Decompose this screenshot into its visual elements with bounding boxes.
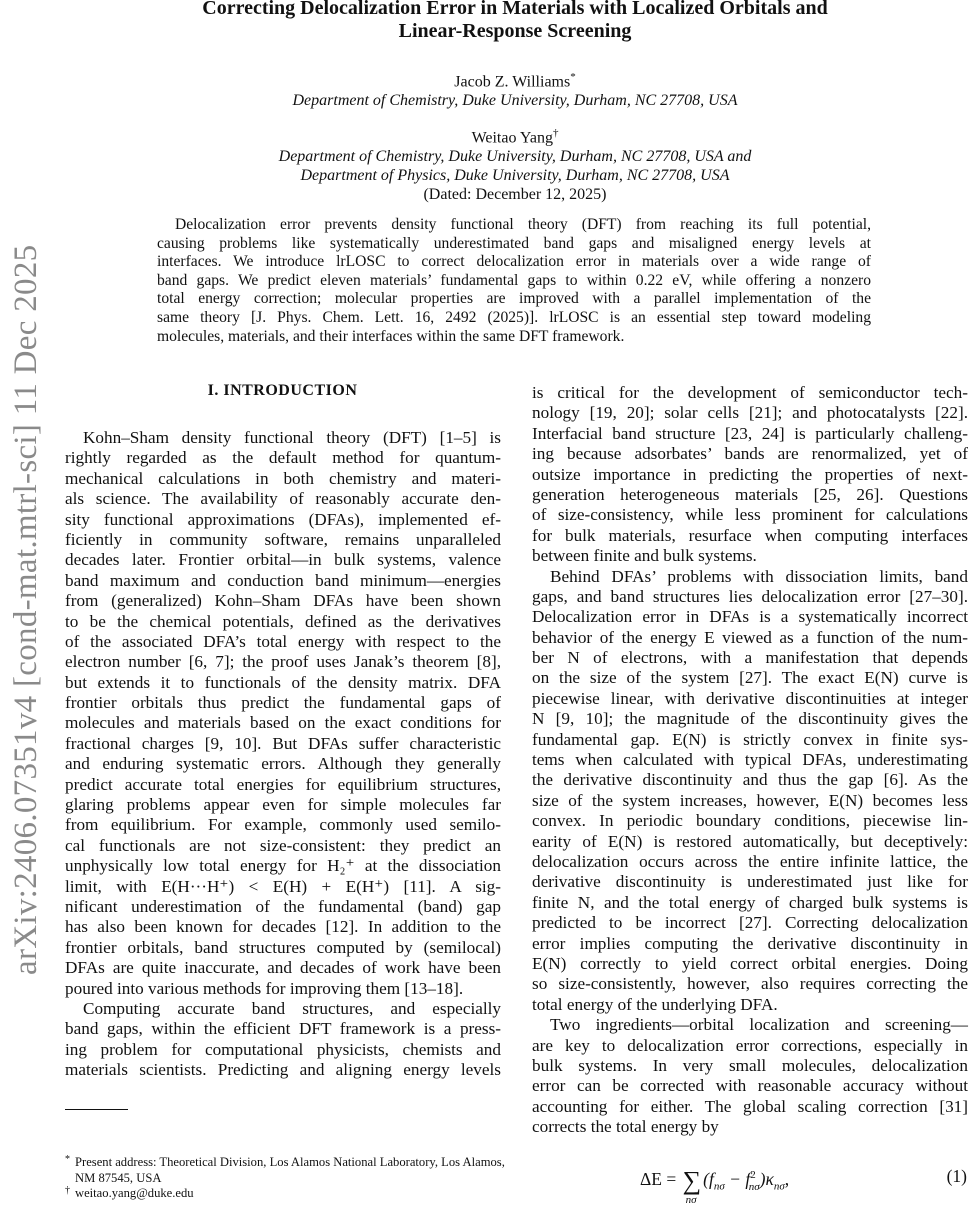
- abstract: [157, 216, 871, 346]
- paragraph-line: error implies computing the derivative discontinuity in: [532, 933, 968, 953]
- paragraph-line: N [9, 10]; the magnitude of the discontinuity gives the: [532, 709, 968, 729]
- paragraph-line: behavior of the energy E viewed as a function of the num-: [532, 627, 968, 647]
- paragraph-line: Computing accurate band structures, and especially: [83, 998, 501, 1018]
- paragraph-line: piecewise linear, with derivative discontinuities at integer: [532, 688, 968, 708]
- abstract-line: interfaces. We introduce lrLOSC to correct delocalization error in materials over a wide range of: [157, 253, 871, 271]
- footnote-rule: [65, 1109, 128, 1110]
- eq-subscript: nσ: [713, 1180, 725, 1193]
- paragraph-line: gaps, and band structures lies delocalization error [27–30].: [532, 586, 968, 606]
- paragraph-line: finite N, and the total energy of charged bulk systems is: [532, 892, 968, 912]
- paragraph-line: bulk systems. In very small molecules, delocalization: [532, 1055, 968, 1075]
- paragraph-line: between finite and bulk systems.: [532, 546, 757, 566]
- paragraph-line: predicted to be incorrect [27]. Correcting delocalization: [532, 913, 968, 933]
- paragraph-line: band gaps, within the efficient DFT framework is a press-: [65, 1019, 501, 1039]
- eq-term: )κ: [759, 1169, 774, 1189]
- sum-symbol: [682, 1166, 702, 1206]
- paragraph-line: Kohn–Sham density functional theory (DFT) [1–5] is: [83, 428, 501, 447]
- eq-term: − f: [724, 1169, 751, 1189]
- paragraph-line: total energy of the underlying DFA.: [532, 994, 778, 1014]
- eq-term: ,: [784, 1169, 790, 1189]
- paragraph-line: mechanical calculations in both chemistry and materi-: [65, 468, 501, 488]
- paragraph-line: molecules and materials based on the exact conditions for: [65, 713, 501, 733]
- author-name-text: Jacob Z. Williams: [454, 73, 571, 91]
- author-affiliation: Department of Chemistry, Duke University, Durham, NC 27708, USA: [292, 92, 738, 110]
- paragraph-line: Interfacial band structure [23, 24] is particularly challeng-: [532, 423, 968, 443]
- paragraph-line: derivative discontinuity is underestimated just like for: [532, 872, 968, 892]
- eq-superscript: 2: [750, 1169, 756, 1182]
- eq-term: (f: [703, 1169, 714, 1189]
- paragraph-line: ing problem for computational physicists, chemists and: [65, 1039, 501, 1059]
- paragraph-line: Behind DFAs’ problems with dissociation limits, band: [550, 566, 968, 586]
- abstract-line: Delocalization error prevents density functional theory (DFT) from reaching its full potential,: [175, 216, 871, 233]
- author-name-text: Weitao Yang: [471, 129, 553, 147]
- paragraph-line: materials scientists. Predicting and aligning energy levels: [65, 1060, 501, 1080]
- paragraph-line: fractional charges [9, 10]. But DFAs suffer characteristic: [65, 733, 501, 753]
- footnote-text: weitao.yang@duke.edu: [75, 1186, 194, 1200]
- author-block: [100, 124, 930, 204]
- paragraph-line: Two ingredients—orbital localization and screening—: [550, 1015, 968, 1035]
- paragraph-line: nificant underestimation of the fundamental (band) gap: [65, 896, 501, 916]
- arxiv-identifier-stamp: arXiv:2406.07351v4 [cond-mat.mtrl-sci] 11 Dec 2025: [8, 244, 44, 975]
- paragraph-line: glaring problems appear even for simple molecules far: [65, 795, 501, 815]
- paragraph-line: fundamental gap. E(N) is strictly convex in finite sys-: [532, 729, 968, 749]
- eq-subscript: nσ: [748, 1180, 760, 1193]
- paragraph-line: on the size of the system [27]. The exact E(N) curve is: [532, 668, 968, 688]
- paragraph-line: so size-consistently, however, also requires correcting the: [532, 974, 968, 994]
- paragraph-line: is critical for the development of semiconductor tech-: [532, 383, 968, 402]
- paragraph-line: electron number [6, 7]; the proof uses Janak’s theorem [8],: [65, 652, 501, 672]
- paragraph-line: limit, with E(H···H⁺) < E(H) + E(H⁺) [11]. A sig-: [65, 876, 501, 896]
- paragraph-line: rightly regarded as the default method for quantum-: [65, 448, 501, 468]
- title-line: Correcting Delocalization Error in Materials with Localized Orbitals and: [202, 0, 828, 19]
- paragraph-line: has also been known for decades [12]. In addition to the: [65, 917, 501, 937]
- paragraph-line: convex. In periodic boundary conditions, piecewise lin-: [532, 811, 968, 831]
- date-line: (Dated: December 12, 2025): [423, 186, 607, 204]
- paragraph-line: DFAs are quite inaccurate, and decades of work have been: [65, 958, 501, 978]
- paragraph-line: als science. The availability of reasonably accurate den-: [65, 489, 501, 509]
- paragraph-line: accounting for either. The global scaling correction [31]: [532, 1096, 968, 1116]
- sum-glyph: ∑: [682, 1166, 702, 1195]
- paragraph-line: from (generalized) Kohn–Sham DFAs have been shown: [65, 591, 501, 611]
- right-column: [532, 383, 968, 1137]
- paragraph-line: earity of E(N) is restored automatically, but deceptively:: [532, 831, 968, 851]
- paragraph-line: frontier orbitals, band structures computed by (semilocal): [65, 937, 501, 957]
- footnote-text: Present address: Theoretical Division, Los Alamos National Laboratory, Los Alamos, NM 87545, USA: [75, 1155, 505, 1185]
- paragraph-line: corrects the total energy by: [532, 1117, 719, 1137]
- abstract-line: same theory [J. Phys. Chem. Lett. 16, 2492 (2025)]. lrLOSC is an essential step toward modeling: [157, 308, 871, 326]
- paragraph-line: cal functionals are not size-consistent: they predict an: [65, 835, 501, 855]
- abstract-line: band gaps. We predict eleven materials’ fundamental gaps to within 0.22 eV, while offering a nonzero: [157, 271, 871, 289]
- author-mark: †: [552, 127, 559, 139]
- author-affiliation: Department of Physics, Duke University, Durham, NC 27708, USA: [300, 167, 730, 185]
- footnote-mark: *: [65, 1154, 70, 1165]
- paragraph-line: frontier orbitals thus predict the fundamental gaps of: [65, 693, 501, 713]
- eq-subscript: nσ: [773, 1180, 785, 1193]
- sum-index: nσ: [685, 1194, 697, 1206]
- paragraph-line: from equilibrium. For example, commonly used semilo-: [65, 815, 501, 835]
- paragraph-line: nology [19, 20]; solar cells [21]; and photocatalysts [22].: [532, 403, 968, 423]
- paragraph-line: decades later. Frontier orbital—in bulk systems, valence: [65, 550, 501, 570]
- author-name: [100, 68, 930, 91]
- footnote-mark: †: [65, 1185, 70, 1196]
- paragraph-line: are key to delocalization error corrections, especially in: [532, 1035, 968, 1055]
- paragraph-line: sity functional approximations (DFAs), implemented ef-: [65, 509, 501, 529]
- equation-1: [640, 1166, 790, 1206]
- paragraph-line: band maximum and conduction band minimum—energies: [65, 570, 501, 590]
- abstract-line: molecules, materials, and their interfaces within the same DFT framework.: [157, 327, 625, 345]
- paragraph-line: ber N of electrons, with a manifestation that depends: [532, 648, 968, 668]
- paragraph-line: tems when calculated with typical DFAs, underestimating: [532, 750, 968, 770]
- author-affiliation: Department of Chemistry, Duke University, Durham, NC 27708, USA and: [278, 148, 752, 166]
- paragraph-line: and enduring systematic errors. Although they generally: [65, 754, 501, 774]
- paragraph-line: unphysically low total energy for H₂⁺ at the dissociation: [65, 856, 501, 876]
- paragraph-line: Delocalization error in DFAs is a systematically incorrect: [532, 607, 968, 627]
- paragraph-line: error can be corrected with reasonable accuracy without: [532, 1076, 968, 1096]
- paragraph-line: delocalization occurs across the entire infinite lattice, the: [532, 851, 968, 871]
- paragraph-line: predict accurate total energies for equilibrium structures,: [65, 774, 501, 794]
- eq-lhs: ΔE =: [640, 1169, 677, 1189]
- footnote: [65, 1186, 505, 1202]
- abstract-line: total energy correction; molecular properties are improved with a parallel implementation of the: [157, 290, 871, 308]
- paragraph-line: size of the system increases, however, E(N) becomes less: [532, 790, 968, 810]
- paper-title: [100, 0, 930, 43]
- title-line: Linear-Response Screening: [398, 20, 632, 42]
- author-name: [100, 124, 930, 147]
- paragraph-line: to be the chemical potentials, defined as the derivatives: [65, 611, 501, 631]
- section-heading: I. INTRODUCTION: [207, 382, 358, 399]
- paragraph-line: outsize importance in predicting the properties of next-: [532, 464, 968, 484]
- paragraph-line: of size-consistency, while less prominent for calculations: [532, 505, 968, 525]
- footnote: [65, 1155, 505, 1186]
- left-column: [65, 428, 501, 1081]
- author-mark: *: [570, 71, 576, 83]
- paragraph-line: for bulk materials, resurface when computing interfaces: [532, 525, 968, 545]
- author-block: [100, 68, 930, 110]
- paragraph-line: E(N) correctly to yield correct orbital energies. Doing: [532, 953, 968, 973]
- paragraph-line: but extends it to functionals of the density matrix. DFA: [65, 672, 501, 692]
- abstract-line: causing problems like systematically underestimated band gaps and misaligned energy levels at: [157, 234, 871, 252]
- paragraph-line: generation heterogeneous materials [25, 26]. Questions: [532, 484, 968, 504]
- paragraph-line: of the associated DFA’s total energy with respect to the: [65, 631, 501, 651]
- paragraph-line: ing because adsorbates’ bands are renormalized, yet of: [532, 444, 968, 464]
- paragraph-line: ficiently in community software, remains unparalleled: [65, 529, 501, 549]
- paragraph-line: poured into various methods for improving them [13–18].: [65, 978, 464, 998]
- paragraph-line: the derivative discontinuity and thus the gap [6]. As the: [532, 770, 968, 790]
- equation-number: (1): [946, 1166, 967, 1186]
